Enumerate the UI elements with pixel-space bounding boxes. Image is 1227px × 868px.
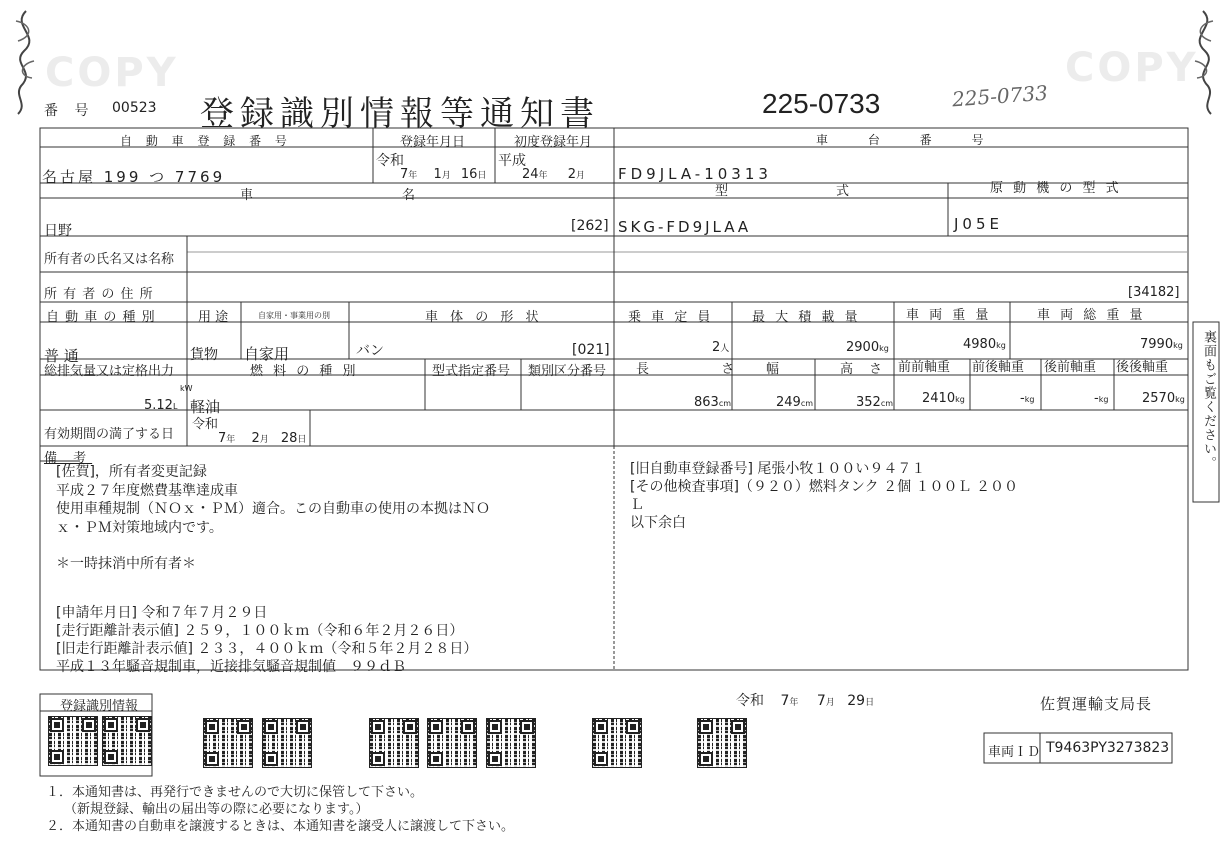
reg-number: 名古屋 199 つ 7769 bbox=[42, 168, 226, 186]
first-reg-label: 初度登録年月 bbox=[514, 135, 593, 150]
remark-line: [旧自動車登録番号] 尾張小牧１００い９４７１ bbox=[630, 461, 926, 477]
cm-unit: cm bbox=[718, 399, 732, 408]
category-label: 類別区分番号 bbox=[528, 364, 607, 379]
side-note: 裏面もご覧ください。 bbox=[1201, 330, 1216, 470]
qr-code-icon bbox=[102, 716, 152, 766]
number-label: 番 号 bbox=[44, 103, 95, 119]
vehicle-weight bbox=[963, 337, 1006, 352]
day-unit: 日 bbox=[865, 698, 875, 708]
cm-unit: cm bbox=[800, 399, 814, 408]
model-label-1: 型 bbox=[715, 184, 729, 199]
length-value: 863 bbox=[694, 395, 719, 410]
month-unit: 月 bbox=[825, 698, 835, 708]
document-code: 225-0733 bbox=[762, 88, 881, 119]
reg-era: 令和 bbox=[376, 153, 404, 169]
body-shape: バン bbox=[356, 343, 384, 359]
owner-name-label: 所有者の氏名又は名称 bbox=[44, 252, 175, 267]
remark-line bbox=[56, 537, 490, 555]
month-unit: 月 bbox=[575, 171, 585, 181]
watermark-left: COPY bbox=[45, 50, 179, 96]
year-unit: 年 bbox=[538, 171, 548, 181]
reg-date-label: 登録年月日 bbox=[400, 135, 466, 150]
body-code: [021] bbox=[572, 342, 610, 358]
kg-unit: kg bbox=[1175, 395, 1185, 404]
liter-unit: L bbox=[172, 402, 178, 411]
front-rear-axle-label: 前後軸重 bbox=[972, 360, 1025, 375]
kg-unit: kg bbox=[955, 395, 965, 404]
issue-date bbox=[736, 690, 874, 710]
capacity bbox=[712, 340, 729, 355]
rear-front-axle bbox=[1094, 391, 1108, 406]
use: 貨物 bbox=[190, 347, 218, 363]
remark-line: 平成１３年騒音規制車，近接排気騒音規制値 ９９ｄＢ bbox=[56, 659, 406, 675]
qr-code-icon bbox=[592, 718, 642, 768]
private-label: 自家用・事業用の別 bbox=[258, 311, 330, 320]
first-era: 平成 bbox=[498, 153, 526, 169]
issue-month: 7 bbox=[816, 693, 826, 709]
first-year: 24 bbox=[522, 167, 539, 182]
engine-model: J05E bbox=[954, 215, 1003, 233]
expiry-label: 有効期間の満了する日 bbox=[44, 427, 175, 442]
issue-era: 令和 bbox=[736, 693, 764, 709]
day-unit: 日 bbox=[297, 435, 307, 445]
month-unit: 月 bbox=[259, 435, 269, 445]
capacity-value: 2 bbox=[712, 340, 721, 355]
expiry-day: 28 bbox=[280, 431, 298, 446]
expiry-year: 7 bbox=[218, 431, 227, 446]
handwritten-note: 225-0733 bbox=[951, 80, 1049, 112]
gross-weight-label: 車 両 総 重 量 bbox=[1037, 308, 1146, 323]
qr-code-icon bbox=[262, 718, 312, 768]
vehicle-type-label: 自 動 車 の 種 別 bbox=[46, 310, 156, 325]
remarks-left-bottom bbox=[56, 604, 477, 676]
remark-line: 使用車種規制（ＮＯｘ・ＰＭ）適合。この自動車の使用の本拠はＮＯ bbox=[56, 501, 490, 517]
expiry-month: 2 bbox=[251, 431, 260, 446]
qr-box-label: 登録識別情報 bbox=[60, 699, 139, 714]
front-front-axle-label: 前前軸重 bbox=[898, 360, 951, 375]
vehicle-id: T9463PY3273823 bbox=[1046, 740, 1170, 756]
displacement bbox=[144, 398, 177, 413]
vehicle-weight-value: 4980 bbox=[963, 337, 997, 352]
remark-line: [その他検査事項]（９２０）燃料タンク ２個 １００Ｌ ２００ bbox=[630, 479, 1018, 495]
issue-year: 7 bbox=[780, 693, 790, 709]
model-label-2: 式 bbox=[836, 184, 850, 199]
displacement-value: 5.12 bbox=[144, 398, 173, 413]
owner-address-code: [34182] bbox=[1128, 285, 1180, 300]
car-name: 日野 bbox=[44, 223, 72, 239]
issue-day: 29 bbox=[847, 693, 866, 709]
reg-date bbox=[400, 167, 486, 182]
month-unit: 月 bbox=[441, 171, 451, 181]
kg-unit: kg bbox=[879, 344, 889, 353]
width-label: 幅 bbox=[766, 362, 780, 377]
remark-line: [旧走行距離計表示値] ２３３，４００ｋｍ（令和５年２月２８日） bbox=[56, 641, 478, 657]
qr-code-icon bbox=[697, 718, 747, 768]
remark-line: [佐賀]，所有者変更記録 bbox=[56, 464, 207, 480]
footer-note-1: １．本通知書は、再発行できませんので大切に保管して下さい。 bbox=[46, 785, 424, 800]
reg-month: 1 bbox=[433, 167, 442, 182]
max-load-value: 2900 bbox=[846, 340, 880, 355]
height-label: 高 さ bbox=[840, 362, 889, 377]
rear-rear-axle bbox=[1142, 391, 1185, 406]
fuel-type: 軽油 bbox=[190, 398, 221, 416]
height-value: 352 bbox=[856, 395, 881, 410]
use-label: 用 途 bbox=[198, 310, 229, 325]
reg-day: 16 bbox=[460, 167, 478, 182]
owner-address-label: 所 有 者 の 住 所 bbox=[44, 287, 154, 302]
qr-code-icon bbox=[427, 718, 477, 768]
fuel-label: 燃 料 の 種 別 bbox=[250, 364, 359, 379]
front-rear-axle bbox=[1020, 391, 1034, 406]
width bbox=[776, 395, 813, 410]
car-name-label-1: 車 bbox=[240, 188, 254, 203]
body-label: 車 体 の 形 状 bbox=[425, 310, 543, 325]
footer-note-3: ２．本通知書の自動車を譲渡するときは、本通知書を譲受人に譲渡して下さい。 bbox=[46, 819, 515, 834]
private-use: 自家用 bbox=[244, 345, 290, 363]
year-unit: 年 bbox=[789, 698, 799, 708]
remark-line: [走行距離計表示値] ２５９，１００ｋｍ（令和６年２月２６日） bbox=[56, 623, 464, 639]
front-front-axle bbox=[922, 391, 965, 406]
type-designation-label: 型式指定番号 bbox=[432, 364, 511, 379]
kg-unit: kg bbox=[1098, 395, 1109, 404]
kg-unit: kg bbox=[1173, 341, 1183, 350]
remark-line: 以下余白 bbox=[630, 515, 686, 531]
remark-line: ｘ・ＰＭ対策地域内です。 bbox=[56, 519, 223, 536]
max-load-label: 最 大 積 載 量 bbox=[752, 310, 861, 325]
expiry-era: 令和 bbox=[192, 417, 219, 432]
watermark-right: COPY bbox=[1065, 45, 1199, 91]
capacity-label: 乗 車 定 員 bbox=[628, 310, 714, 325]
car-name-label-2: 名 bbox=[402, 188, 416, 203]
remark-line: 平成２７年度燃費基準達成車 bbox=[56, 482, 238, 499]
max-load bbox=[846, 340, 889, 355]
weight-label: 車 両 重 量 bbox=[906, 308, 992, 323]
front-rear-axle-value: - bbox=[1020, 391, 1025, 406]
length-label: 長 さ bbox=[636, 362, 769, 377]
gross-weight-value: 7990 bbox=[1140, 337, 1174, 352]
rear-rear-axle-label: 後後軸重 bbox=[1116, 360, 1169, 375]
cm-unit: cm bbox=[880, 399, 894, 408]
displacement-label: 総排気量又は定格出力 bbox=[44, 364, 175, 379]
capacity-unit: 人 bbox=[720, 344, 730, 354]
engine-label: 原 動 機 の 型 式 bbox=[990, 181, 1122, 196]
reg-year: 7 bbox=[400, 167, 409, 182]
year-unit: 年 bbox=[408, 171, 418, 181]
rear-rear-axle-value: 2570 bbox=[1142, 391, 1176, 406]
remark-line: Ｌ bbox=[630, 497, 644, 513]
year-unit: 年 bbox=[226, 435, 236, 445]
number-value: 00523 bbox=[112, 100, 157, 116]
vehicle-type: 普 通 bbox=[44, 347, 79, 365]
first-date bbox=[522, 167, 585, 182]
page-title: 登録識別情報等通知書 bbox=[200, 94, 600, 134]
car-code: [262] bbox=[571, 218, 609, 234]
remarks-left bbox=[56, 463, 490, 574]
reg-number-label: 自 動 車 登 録 番 号 bbox=[120, 134, 292, 148]
width-value: 249 bbox=[776, 395, 801, 410]
kg-unit: kg bbox=[996, 341, 1006, 350]
model: SKG-FD9JLAA bbox=[618, 218, 752, 236]
footer-note-2: （新規登録、輸出の届出等の際に必要になります。） bbox=[64, 802, 369, 817]
first-month: 2 bbox=[567, 167, 576, 182]
remarks-label: 備 考 bbox=[44, 451, 93, 466]
height bbox=[856, 395, 893, 410]
remarks-right bbox=[630, 460, 1018, 532]
qr-code-icon bbox=[486, 718, 536, 768]
front-front-axle-value: 2410 bbox=[922, 391, 956, 406]
remark-line: ＊一時抹消中所有者＊ bbox=[56, 556, 196, 572]
qr-code-icon bbox=[48, 716, 98, 766]
issuer: 佐賀運輸支局長 bbox=[1040, 695, 1153, 713]
remark-line: [申請年月日] 令和７年７月２９日 bbox=[56, 605, 268, 621]
kw-unit: kW bbox=[180, 384, 193, 393]
day-unit: 日 bbox=[477, 171, 487, 181]
rear-front-axle-value: - bbox=[1094, 391, 1099, 406]
expiry-date bbox=[218, 431, 306, 446]
rear-front-axle-label: 後前軸重 bbox=[1044, 360, 1097, 375]
chassis-label: 車 台 番 号 bbox=[816, 133, 1002, 147]
length bbox=[694, 395, 731, 410]
vehicle-id-label: 車両ＩＤ bbox=[988, 745, 1041, 760]
gross-weight bbox=[1140, 337, 1183, 352]
kg-unit: kg bbox=[1024, 395, 1035, 404]
qr-code-icon bbox=[369, 718, 419, 768]
qr-code-icon bbox=[203, 718, 253, 768]
chassis-number: FD9JLA-10313 bbox=[618, 165, 772, 183]
